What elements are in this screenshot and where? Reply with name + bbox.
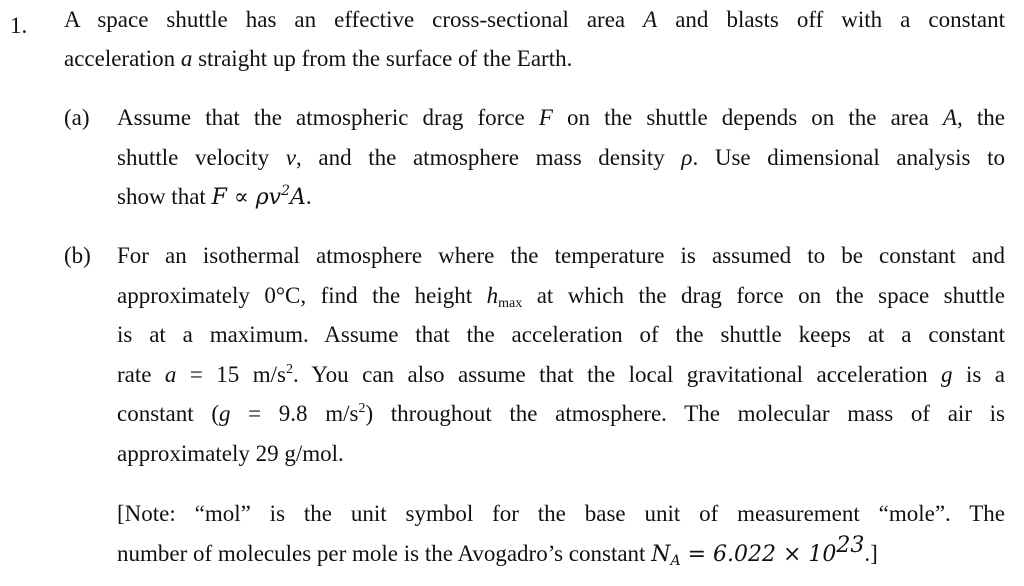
part-a-body bbox=[117, 98, 1005, 218]
part-b-line-6: approximately 29 g/mol. bbox=[117, 440, 344, 466]
part-b-line-3: is at a maximum. Assume that the acceleration of the shuttle keeps at a constant bbox=[117, 322, 1005, 348]
problem-stem bbox=[64, 0, 1005, 78]
part-b-line-2: approximately 0°C, find the height $h_{max}$ at which the drag force on the space shuttle bbox=[117, 282, 1006, 311]
part-b-body bbox=[117, 236, 1005, 474]
part-b-line-1: For an isothermal atmosphere where the temperature is assumed to be constant and bbox=[117, 243, 1005, 268]
part-a-label: (a) bbox=[64, 105, 90, 130]
avogadro-formula: $N_A = 6.022 \times 10^{23}$ bbox=[651, 532, 865, 569]
problem-number: 1. bbox=[10, 13, 28, 38]
note-line-1: [Note: “mol” is the unit symbol for the base unit of measurement “mole”. The bbox=[117, 501, 1005, 526]
part-b-line-5: constant (g = 9.8 $m/s^2$) throughout the atmosphere. The molecular mass of air is bbox=[117, 401, 1005, 427]
stem-line-1: A space shuttle has an effective cross-sectional area A and blasts off with a constant bbox=[64, 7, 1006, 32]
note-line-2: number of molecules per mole is the Avogadro’s constant $N_A = 6.022 \times 10^{23}$.] bbox=[117, 532, 878, 569]
part-b-line-4: rate a = 15 $m/s^2$. You can also assume that the local gravitational acceleration g is a bbox=[117, 361, 1005, 387]
stem-line-2: acceleration a straight up from the surface of the Earth. bbox=[64, 46, 573, 71]
note-body bbox=[117, 494, 1005, 574]
proportionality-formula: $F \propto \rho v^2A$ bbox=[211, 183, 306, 211]
part-a-line-2: shuttle velocity v, and the atmosphere mass density ρ. Use dimensional analysis to bbox=[117, 144, 1006, 170]
part-a-line-1: Assume that the atmospheric drag force F on the shuttle depends on the area A, the bbox=[117, 105, 1005, 130]
part-b-label: (b) bbox=[64, 243, 91, 268]
part-a-line-3: show that $F \propto \rho v^2A$. bbox=[117, 183, 312, 211]
